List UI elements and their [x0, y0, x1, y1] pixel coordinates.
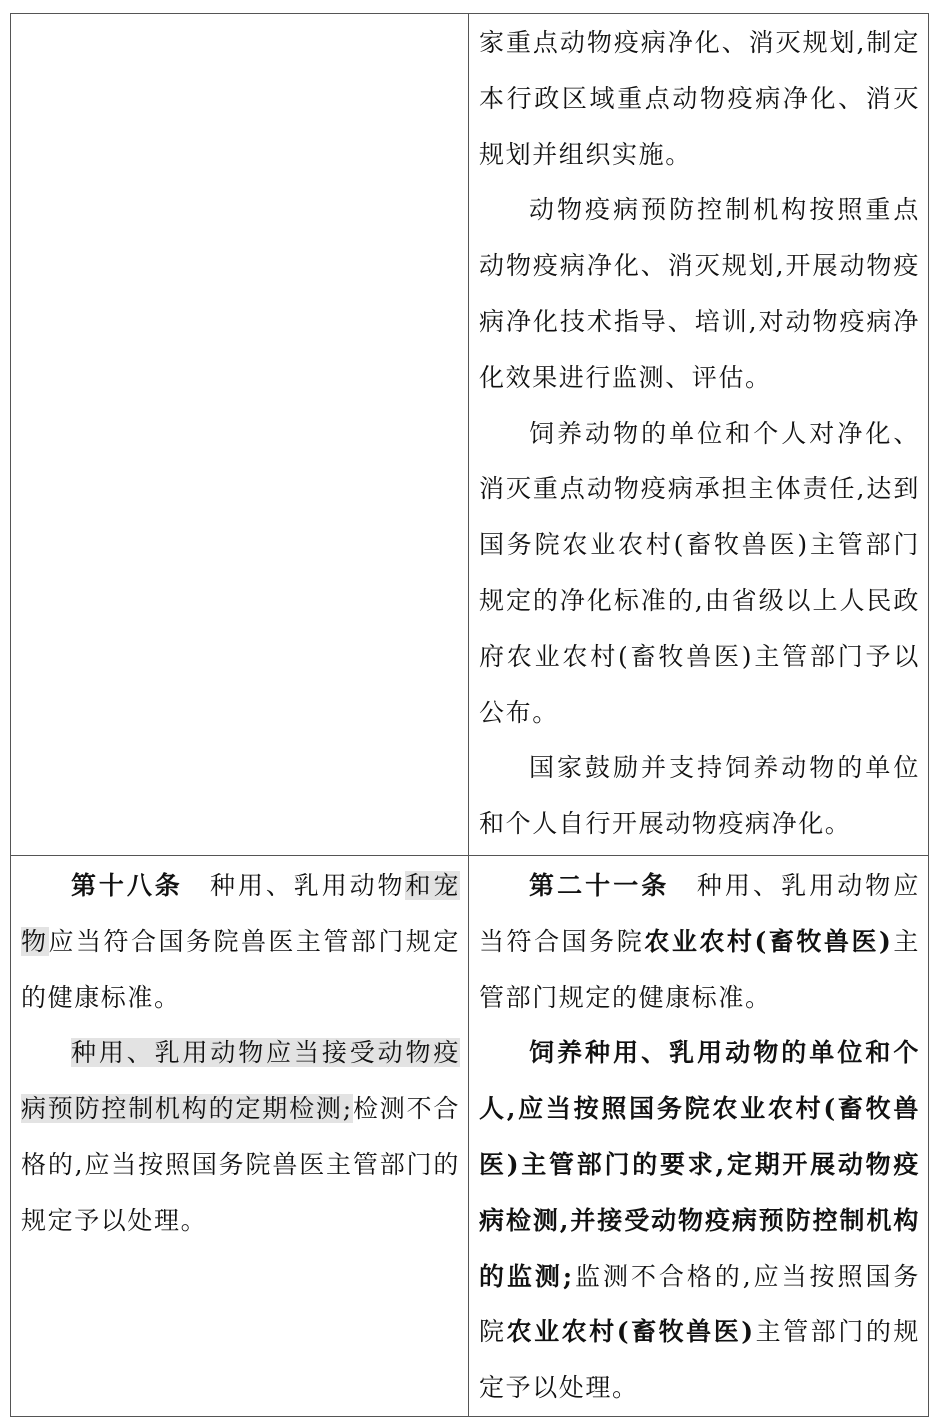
text-span: 种用、乳用动物应当符合国务院: [479, 871, 920, 956]
bold-revised-text: 农业农村(畜牧兽医): [644, 926, 893, 956]
article-number: 第十八条: [71, 871, 183, 900]
article-number: 第二十一条: [529, 871, 670, 900]
paragraph: 动物疫病预防控制机构按照重点动物疫病净化、消灭规划,开展动物疫病净化技术指导、培训,对动物疫病净化效果进行监测、评估。: [479, 195, 920, 392]
new-text-cell: [469, 856, 929, 1417]
text-span: 种用、乳用动物: [208, 871, 406, 900]
paragraph: 饲养动物的单位和个人对净化、消灭重点动物疫病承担主体责任,达到国务院农业农村(畜牧兽医)主管部门规定的净化标准的,由省级以上人民政府农业农村(畜牧兽医)主管部门予以公布。: [479, 418, 920, 727]
law-comparison-table: [10, 13, 929, 1417]
text-span: 检测不合格的,应当按照国务院兽医主管部门的规定予以处理。: [21, 1094, 460, 1235]
highlighted-deleted-text: 种用、乳用动物应当接受动物疫病预防控制机构的定期检测;: [21, 1038, 460, 1124]
highlighted-deleted-text: 和宠物: [21, 871, 461, 956]
old-text-cell: [11, 856, 469, 1417]
text-span: 主管部门规定的健康标准。: [479, 926, 920, 1012]
old-text-cell-empty: [11, 14, 469, 856]
bold-revised-text: 饲养种用、乳用动物的单位和个人,应当按照国务院农业农村(畜牧兽医)主管部门的要求,定期开展动物疫病检测,并接受动物疫病预防控制机构的监测;: [479, 1038, 920, 1291]
paragraph: [479, 858, 920, 1025]
table-row: [11, 856, 929, 1417]
text-span: 监测不合格的,应当按照国务院: [479, 1261, 920, 1347]
paragraph: [21, 1025, 460, 1248]
table-row: [11, 14, 929, 856]
text-span: 应当符合国务院兽医主管部门规定的健康标准。: [21, 926, 460, 1012]
text-span: 主管部门的规定予以处理。: [479, 1317, 920, 1403]
paragraph: [21, 858, 460, 1025]
new-text-cell: [469, 14, 929, 856]
paragraph: [479, 1025, 920, 1416]
paragraph: 国家鼓励并支持饲养动物的单位和个人自行开展动物疫病净化。: [479, 753, 920, 839]
bold-revised-text: 农业农村(畜牧兽医): [506, 1317, 755, 1347]
paragraph: 家重点动物疫病净化、消灭规划,制定本行政区域重点动物疫病净化、消灭规划并组织实施。: [479, 28, 920, 169]
